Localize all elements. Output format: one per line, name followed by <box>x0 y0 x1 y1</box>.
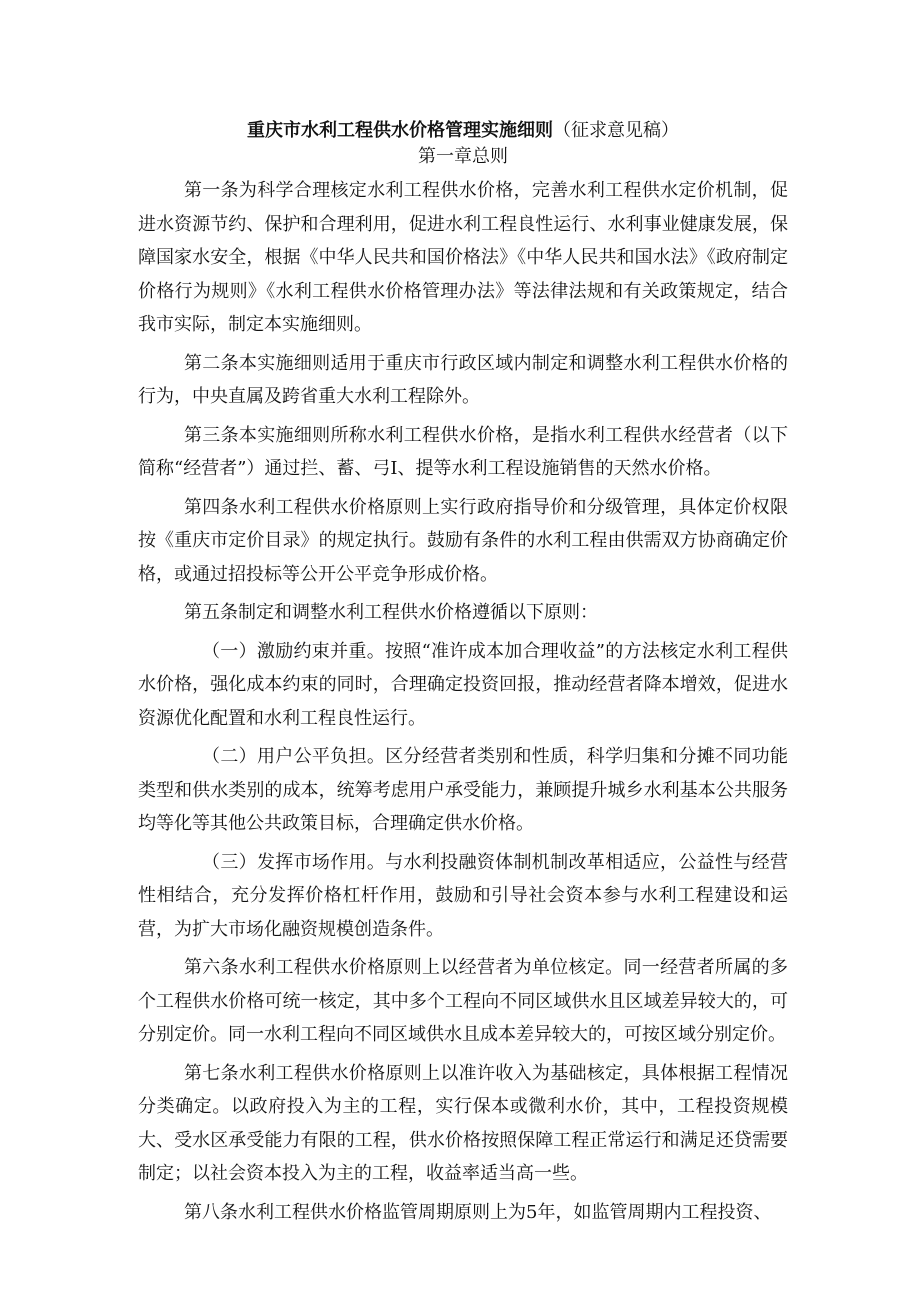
article-3: 第三条本实施细则所称水利工程供水价格，是指水利工程供水经营者（以下简称“经营者”）通过拦、蓄、弓I、提等水利工程设施销售的天然水价格。 <box>138 424 788 479</box>
article-7: 第七条水利工程供水价格原则上以准许收入为基础核定，具体根据工程情况分类确定。以政府投入为主的工程，实行保本或微利水价，其中，工程投资规模大、受水区承受能力有限的工程，供水价格按照保障工程正常运行和满足还贷需要制定；以社会资本投入为主的工程，收益率适当高一些。 <box>138 1062 788 1184</box>
title-main-text: 重庆市水利工程供水价格管理实施细则 <box>247 120 553 141</box>
article-5-item-3: （三）发挥市场作用。与水利投融资体制机制改革相适应，公益性与经营性相结合，充分发挥价格杠杆作用，鼓励和引导社会资本参与水利工程建设和运营，为扩大市场化融资规模创造条件。 <box>138 851 788 940</box>
article-4: 第四条水利工程供水价格原则上实行政府指导价和分级管理，具体定价权限按《重庆市定价目录》的规定执行。鼓励有条件的水利工程由供需双方协商确定价格，或通过招投标等公开公平竞争形成价格。 <box>138 496 788 585</box>
document-page <box>138 118 788 1234</box>
article-5-item-1: （一）激励约束并重。按照“准许成本加合理收益”的方法核定水利工程供水价格，强化成本约束的同时，合理确定投资回报，推动经营者降本增效，促进水资源优化配置和水利工程良性运行。 <box>138 640 788 729</box>
article-5: 第五条制定和调整水利工程供水价格遵循以下原则： <box>184 602 598 623</box>
article-5-item-2: （二）用户公平负担。区分经营者类别和性质，科学归集和分摊不同功能类型和供水类别的成本，统筹考虑用户承受能力，兼顾提升城乡水利基本公共服务均等化等其他公共政策目标，合理确定供水价格。 <box>138 746 788 834</box>
chapter-heading: 第一章总则 <box>418 146 508 167</box>
article-2: 第二条本实施细则适用于重庆市行政区域内制定和调整水利工程供水价格的行为，中央直属及跨省重大水利工程除外。 <box>138 352 788 407</box>
title-draft-note: （征求意见稿） <box>553 120 679 141</box>
document-title <box>138 118 788 144</box>
article-8: 第八条水利工程供水价格监管周期原则上为5年，如监管周期内工程投资、 <box>184 1201 772 1223</box>
article-1: 第一条为科学合理核定水利工程供水价格，完善水利工程供水定价机制，促进水资源节约、保护和合理利用，促进水利工程良性运行、水利事业健康发展，保障国家水安全，根据《中华人民共和国价格法》《中华人民共和国水法》《政府制定价格行为规则》《水利工程供水价格管理办法》等法律法规和有关政策规定，结合我市实际，制定本实施细则。 <box>138 180 788 335</box>
article-6: 第六条水利工程供水价格原则上以经营者为单位核定。同一经营者所属的多个工程供水价格可统一核定，其中多个工程向不同区域供水且区域差异较大的，可分别定价。同一水利工程向不同区域供水且成本差异较大的，可按区域分别定价。 <box>138 957 788 1045</box>
